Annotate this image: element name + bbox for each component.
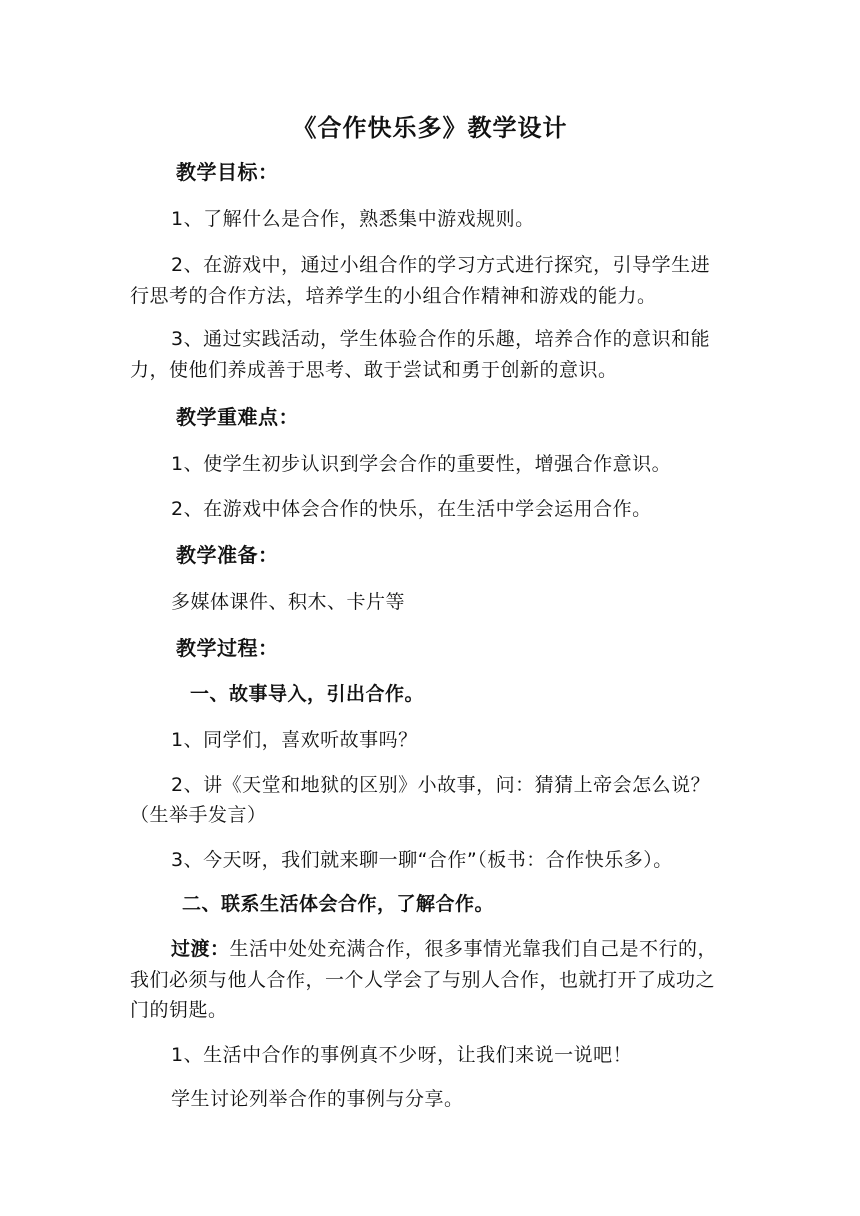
document-title: 《合作快乐多》教学设计 xyxy=(292,114,568,142)
transition-line-2: 我们必须与他人合作，一个人学会了与别人合作，也就打开了成功之 xyxy=(130,969,716,991)
goal-item-2-line-1: 2、在游戏中，通过小组合作的学习方式进行探究，引导学生进 xyxy=(171,254,711,276)
key-point-item-1: 1、使学生初步认识到学会合作的重要性，增强合作意识。 xyxy=(171,453,672,475)
goal-item-2-line-2: 行思考的合作方法，培养学生的小组合作精神和游戏的能力。 xyxy=(130,285,657,307)
section-2-heading: 二、联系生活体会合作，了解合作。 xyxy=(182,893,495,915)
goals-heading: 教学目标： xyxy=(176,160,279,184)
preparation-heading: 教学准备： xyxy=(176,543,279,567)
key-point-item-2: 2、在游戏中体会合作的快乐，在生活中学会运用合作。 xyxy=(171,498,652,520)
transition-line-1 xyxy=(171,937,717,961)
preparation-text: 多媒体课件、积木、卡片等 xyxy=(171,591,406,613)
transition-text: 生活中处处充满合作，很多事情光靠我们自己是不行的， xyxy=(229,938,718,960)
section-2-text: 学生讨论列举合作的事例与分享。 xyxy=(171,1088,464,1110)
goal-item-3-line-1: 3、通过实践活动，学生体验合作的乐趣，培养合作的意识和能 xyxy=(171,328,711,350)
section-1-item-1: 1、同学们，喜欢听故事吗？ xyxy=(171,729,418,751)
section-2-item-1: 1、生活中合作的事例真不少呀，让我们来说一说吧！ xyxy=(171,1044,633,1066)
goal-item-3-line-2: 力，使他们养成善于思考、敢于尝试和勇于创新的意识。 xyxy=(130,359,618,381)
process-heading: 教学过程： xyxy=(176,636,279,660)
section-1-item-2-line-1: 2、讲《天堂和地狱的区别》小故事，问：猜猜上帝会怎么说？ xyxy=(171,774,711,796)
transition-label: 过渡： xyxy=(171,938,230,960)
section-1-item-2-line-2: （生举手发言） xyxy=(130,804,267,826)
section-1-heading: 一、故事导入，引出合作。 xyxy=(190,683,425,705)
transition-line-3: 门的钥匙。 xyxy=(130,999,228,1021)
goal-item-1: 1、了解什么是合作，熟悉集中游戏规则。 xyxy=(171,208,535,230)
key-points-heading: 教学重难点： xyxy=(176,405,299,429)
section-1-item-3: 3、今天呀，我们就来聊一聊“合作”（板书：合作快乐多）。 xyxy=(171,849,673,871)
